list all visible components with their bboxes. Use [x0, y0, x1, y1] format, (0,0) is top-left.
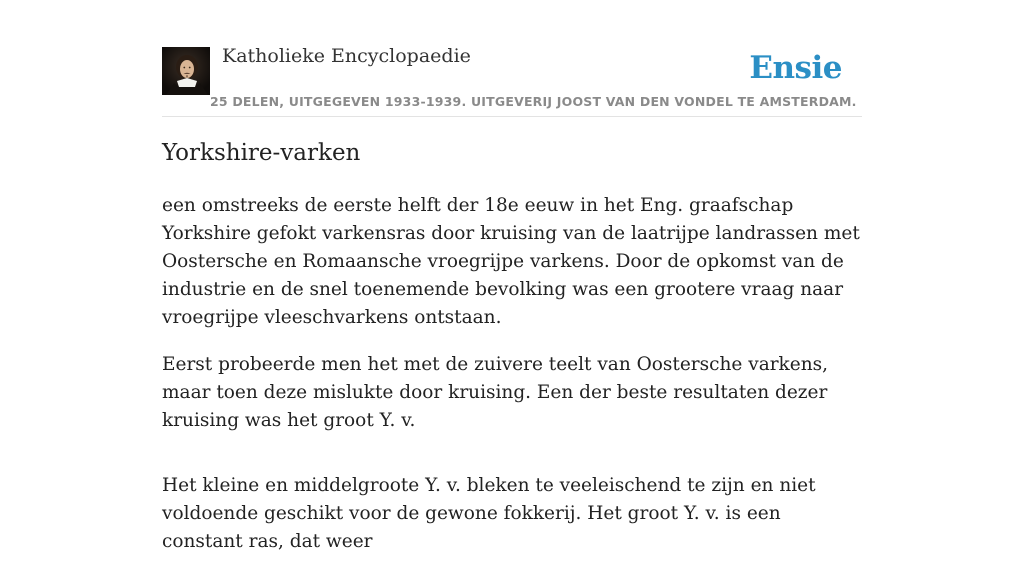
source-header	[162, 0, 862, 117]
paragraph: Het kleine en middelgroote Y. v. bleken te veeleischend te zijn en niet voldoende geschikt voor de gewone fokkerij. Het groot Y. v. is een constant ras, dat weer	[162, 475, 816, 552]
source-meta: 25 DELEN, UITGEGEVEN 1933-1939. UITGEVERIJ JOOST VAN DEN VONDEL TE AMSTERDAM.	[210, 94, 857, 109]
ensie-logo-link[interactable]: Ensie	[749, 50, 842, 86]
avatar[interactable]	[162, 47, 210, 95]
article-title: Yorkshire-varken	[162, 140, 361, 166]
paragraph: Eerst probeerde men het met de zuivere teelt van Oostersche varkens, maar toen deze mislukte door kruising. Een der beste resultaten dezer kruising was het groot Y. v.	[162, 354, 829, 431]
article-body	[162, 192, 862, 575]
page	[162, 0, 862, 552]
paragraph: een omstreeks de eerste helft der 18e eeuw in het Eng. graafschap Yorkshire gefokt varkensras door kruising van de laatrijpe landrassen met Oostersche en Romaansche vroegrijpe varkens. Door de opkomst van de industrie en de snel toenemende bevolking was een grootere vraag naar vroegrijpe vleeschvarkens ontstaan.	[162, 195, 860, 328]
portrait-avatar-icon	[162, 47, 210, 95]
source-title[interactable]: Katholieke Encyclopaedie	[222, 45, 471, 67]
